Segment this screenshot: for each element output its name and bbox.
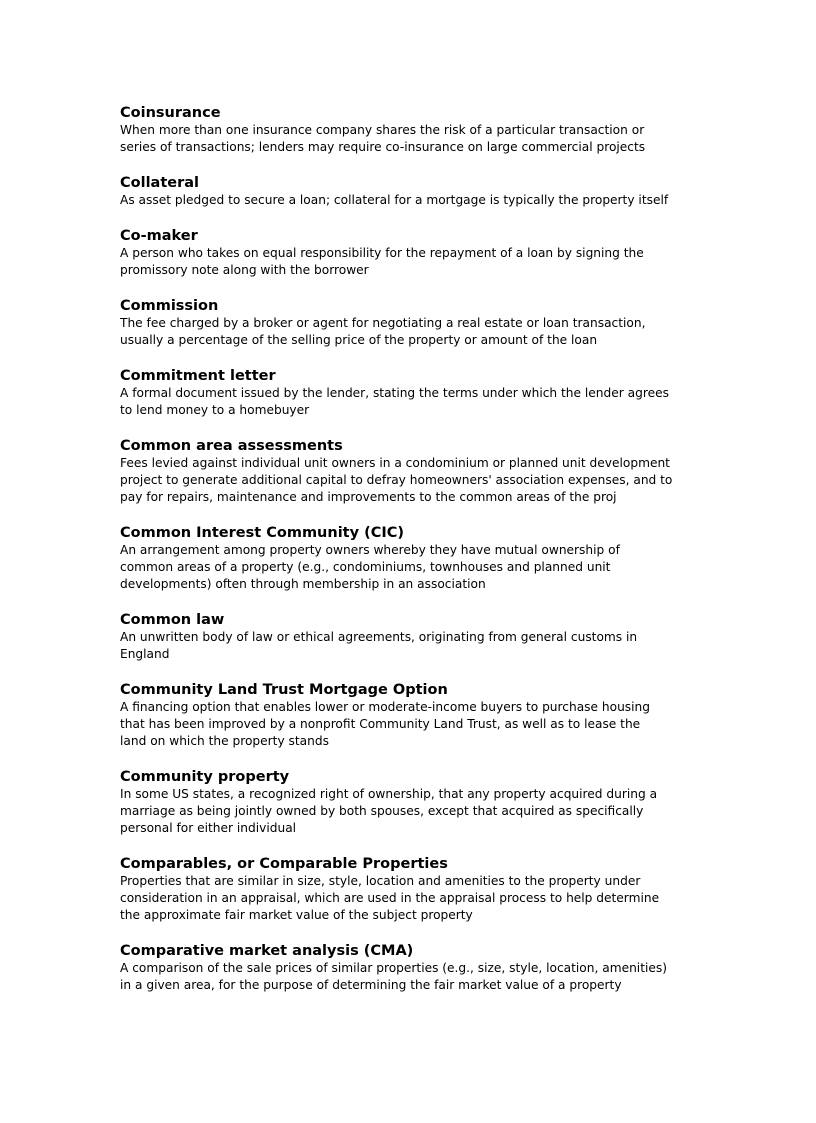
definition-line: project to generate additional capital to defray homeowners' association expenses, and to [120,473,673,487]
definition-line: An arrangement among property owners whereby they have mutual ownership of [120,543,620,557]
glossary-entry [120,681,710,750]
term-definition [120,786,710,837]
term-heading: Co-maker [120,228,198,244]
definition-line: A financing option that enables lower or moderate-income buyers to purchase housing [120,700,650,714]
term-heading: Commitment letter [120,368,276,384]
term-definition [120,542,710,593]
glossary-entry [120,437,710,506]
term-heading: Common Interest Community (CIC) [120,525,405,541]
definition-line: that has been improved by a nonprofit Community Land Trust, as well as to lease the [120,717,641,731]
definition-line: to lend money to a homebuyer [120,403,310,417]
term-heading: Comparables, or Comparable Properties [120,856,448,872]
glossary-entry [120,524,710,593]
definition-line: consideration in an appraisal, which are used in the appraisal process to help determine [120,891,660,905]
term-definition [120,122,710,156]
term-definition [120,873,710,924]
definition-line: When more than one insurance company shares the risk of a particular transaction or [120,123,645,137]
definition-line: in a given area, for the purpose of determining the fair market value of a property [120,978,622,992]
definition-line: Properties that are similar in size, style, location and amenities to the property under [120,874,641,888]
term-definition [120,455,710,506]
glossary-entry [120,942,710,994]
glossary-entry [120,104,710,156]
definition-line: common areas of a property (e.g., condominiums, townhouses and planned unit [120,560,611,574]
term-heading: Common law [120,612,225,628]
term-definition [120,315,710,349]
term-heading: Comparative market analysis (CMA) [120,943,414,959]
definition-line: series of transactions; lenders may require co-insurance on large commercial projects [120,140,646,154]
definition-line: A person who takes on equal responsibility for the repayment of a loan by signing the [120,246,644,260]
definition-line: Fees levied against individual unit owners in a condominium or planned unit development [120,456,670,470]
definition-line: usually a percentage of the selling price of the property or amount of the loan [120,333,598,347]
term-heading: Community Land Trust Mortgage Option [120,682,448,698]
glossary-page [120,104,710,1012]
definition-line: An unwritten body of law or ethical agreements, originating from general customs in [120,630,638,644]
glossary-entry [120,367,710,419]
definition-line: pay for repairs, maintenance and improvements to the common areas of the proj [120,490,617,504]
definition-line: promissory note along with the borrower [120,263,369,277]
term-definition [120,192,710,209]
term-definition [120,385,710,419]
definition-line: the approximate fair market value of the subject property [120,908,473,922]
glossary-entry [120,768,710,837]
glossary-entry [120,855,710,924]
definition-line: land on which the property stands [120,734,329,748]
glossary-entry [120,611,710,663]
term-heading: Coinsurance [120,105,221,121]
definition-line: developments) often through membership in an association [120,577,486,591]
definition-line: In some US states, a recognized right of ownership, that any property acquired during a [120,787,658,801]
term-heading: Common area assessments [120,438,343,454]
term-heading: Collateral [120,175,199,191]
definition-line: marriage as being jointly owned by both spouses, except that acquired as specifically [120,804,644,818]
term-definition [120,245,710,279]
definition-line: As asset pledged to secure a loan; collateral for a mortgage is typically the property itself [120,193,669,207]
term-heading: Community property [120,769,290,785]
term-heading: Commission [120,298,219,314]
term-definition [120,699,710,750]
term-definition [120,629,710,663]
definition-line: personal for either individual [120,821,297,835]
definition-line: The fee charged by a broker or agent for negotiating a real estate or loan transaction, [120,316,646,330]
definition-line: England [120,647,170,661]
glossary-entry [120,227,710,279]
glossary-entry [120,297,710,349]
term-definition [120,960,710,994]
definition-line: A comparison of the sale prices of similar properties (e.g., size, style, location, amenities) [120,961,667,975]
definition-line: A formal document issued by the lender, stating the terms under which the lender agrees [120,386,669,400]
glossary-entry [120,174,710,209]
